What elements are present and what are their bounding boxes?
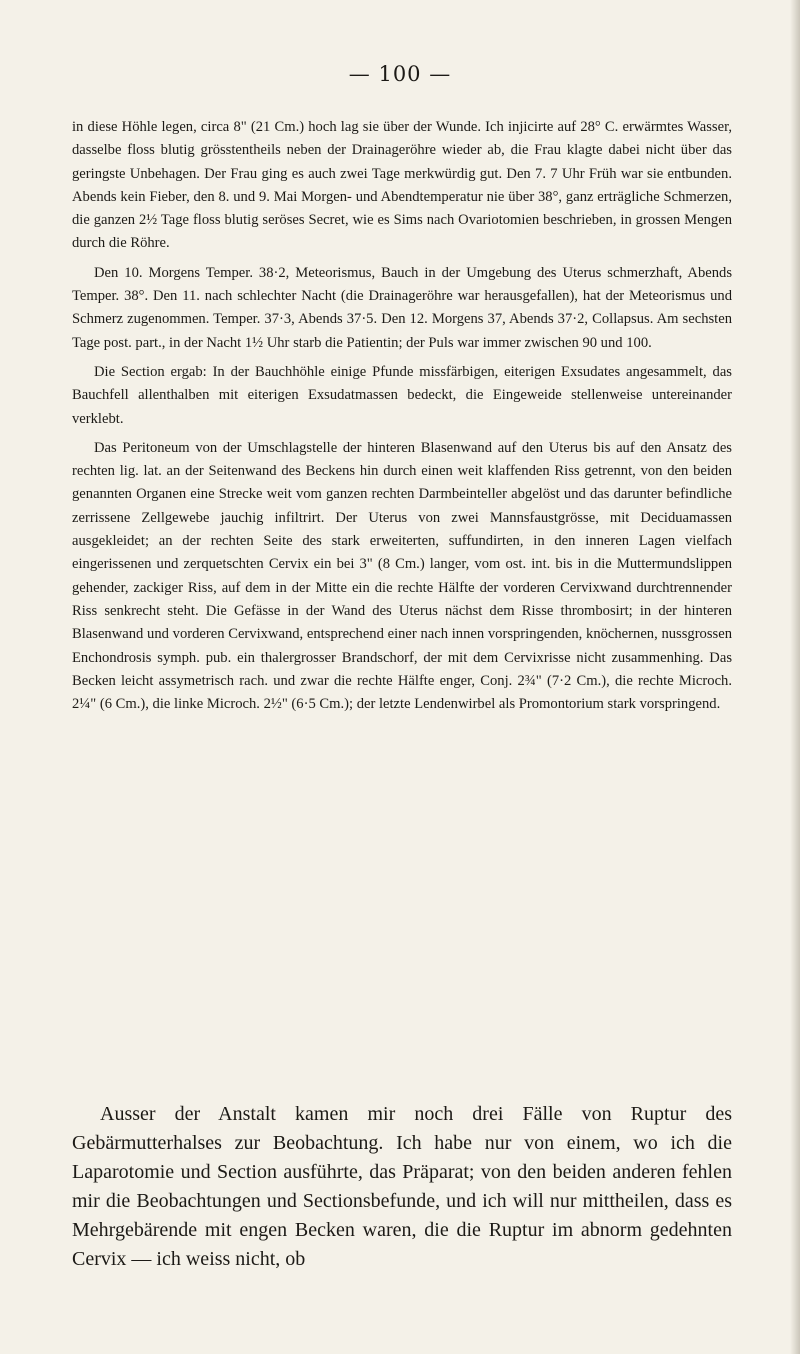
main-text-block [72,116,732,722]
paragraph-large: Ausser der Anstalt kamen mir noch drei Fälle von Ruptur des Gebärmutterhalses zur Beobachtung. Ich habe nur von einem, wo ich die Laparotomie und Section ausführte, das Präparat; von den beiden anderen fehlen mir die Beobachtungen und Sectionsbefunde, und ich will nur mittheilen, dass es Mehrgebärende mit engen Becken waren, die die Ruptur im abnorm gedehnten Cervix — ich weiss nicht, ob [72,1103,732,1270]
paragraph-2: Den 10. Morgens Temper. 38·2, Meteorismus, Bauch in der Umgebung des Uterus schmerzhaft, Abends Temper. 38°. Den 11. nach schlechter Nacht (die Drainageröhre war herausgefallen), hat der Meteorismus und Schmerz zugenommen. Temper. 37·3, Abends 37·5. Den 12. Morgens 37, Abends 37·2, Collapsus. Am sechsten Tage post. part., in der Nacht 1½ Uhr starb die Patientin; der Puls war immer zwischen 90 und 100. [72,264,732,351]
paragraph-1: in diese Höhle legen, circa 8" (21 Cm.) hoch lag sie über der Wunde. Ich injicirte auf 28° C. erwärmtes Wasser, dasselbe floss blutig grösstentheils neben der Drainageröhre wieder ab, die Frau klagte dabei nicht über das geringste Unbehagen. Der Frau ging es auch zwei Tage merkwürdig gut. Den 7. 7 Uhr Früh war sie entbunden. Abends kein Fieber, den 8. und 9. Mai Morgen- und Abendtemperatur nie über 38°, ganz erträgliche Schmerzen, die ganzen 2½ Tage floss blutig seröses Secret, wie es Sims nach Ovariotomien beschrieben, in grossen Mengen durch die Röhre. [72,119,732,252]
page-number: — 100 — [348,62,452,86]
large-type-section [72,1100,732,1274]
page-edge-shadow [790,0,800,1354]
paragraph-3: Die Section ergab: In der Bauchhöhle einige Pfunde missfärbigen, eiterigen Exsudates angesammelt, das Bauchfell allenthalben mit eiterigen Exsudatmassen bedeckt, die Eingeweide stellenweise untereinander verklebt. [72,363,732,427]
paragraph-4: Das Peritoneum von der Umschlagstelle der hinteren Blasenwand auf den Uterus bis auf den Ansatz des rechten lig. lat. an der Seitenwand des Beckens hin durch einen weit klaffenden Riss getrennt, von den beiden genannten Organen eine Strecke weit vom ganzen rechten Darmbeinteller abgelöst und das darunter befindliche zerrissene Zellgewebe jauchig infiltrirt. Der Uterus von zwei Mannsfaustgrösse, mit Deciduamassen ausgekleidet; an der rechten Seite des stark erweiterten, suffundirten, in den inneren Lagen vielfach eingerissenen und zerquetschten Cervix ein bei 3" (8 Cm.) langer, vom ost. int. bis in die Muttermundslippen gehender, zackiger Riss, auf dem in der Mitte ein die rechte Hälfte der vorderen Cervixwand durchtrennender Riss senkrecht steht. Die Gefässe in der Wand des Uterus nächst dem Risse thrombosirt; in der hinteren Blasenwand und vorderen Cervixwand, entsprechend einer nach innen vorspringenden, knöchernen, nussgrossen Enchondrosis symph. pub. ein thalergrosser Brandschorf, der mit dem Cervixrisse nicht zusammenhing. Das Becken leicht assymetrisch rach. und zwar die rechte Hälfte enger, Conj. 2¾" (7·2 Cm.), die rechte Microch. 2¼" (6 Cm.), die linke Microch. 2½" (6·5 Cm.); der letzte Lendenwirbel als Promontorium stark vorspringend. [72,439,732,713]
